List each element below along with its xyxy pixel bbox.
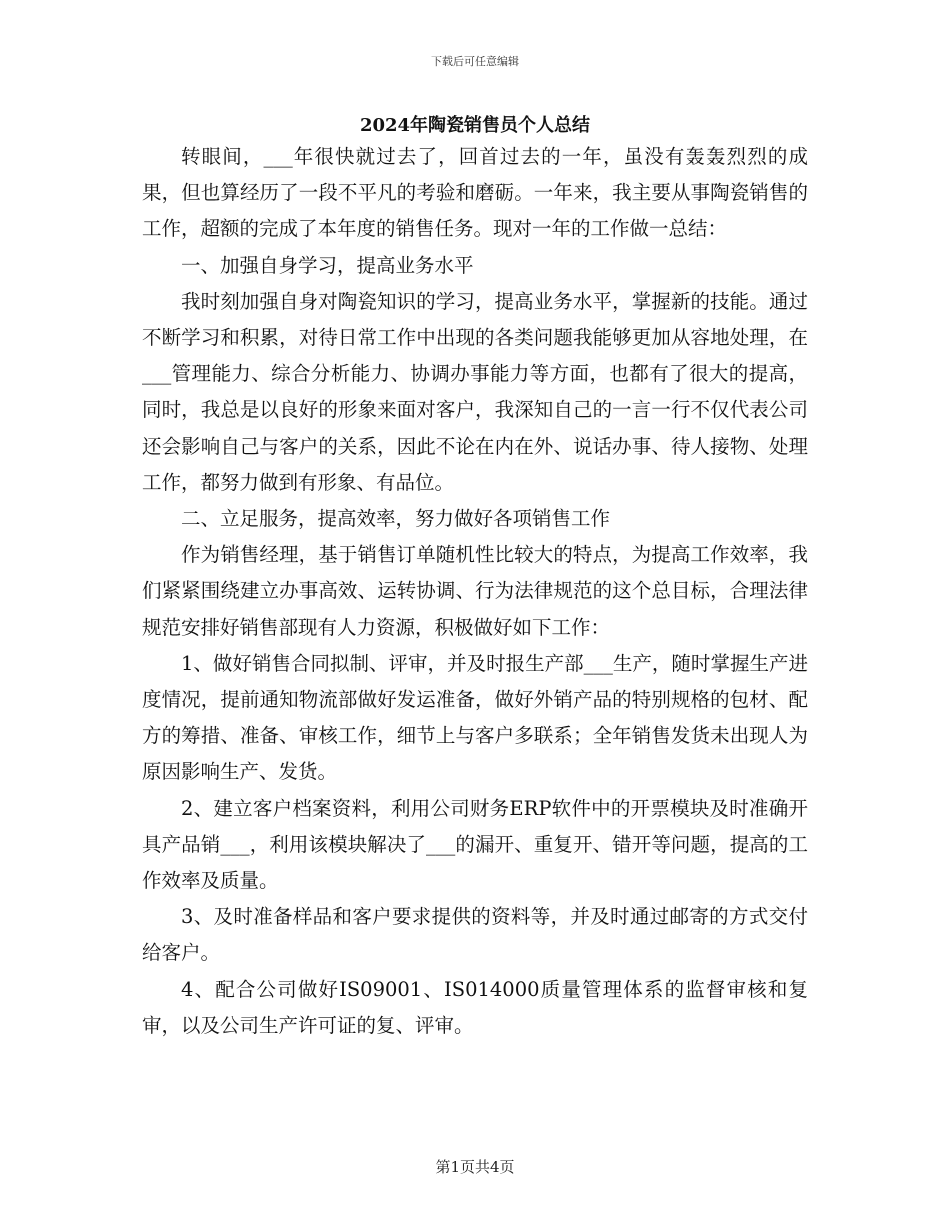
list-item-paragraph: 4、配合公司做好IS09001、IS014000质量管理体系的监督审核和复审，以及公司生产许可证的复、评审。 (142, 977, 808, 1037)
list-item-paragraph: 1、做好销售合同拟制、评审，并及时报生产部___生产，随时掌握生产进度情况，提前通知物流部做好发运准备，做好外销产品的特别规格的包材、配方的筹措、准备、审核工作，细节上与客户多联系；全年销售发货未出现人为原因影响生产、发货。 (142, 651, 808, 784)
page-number: 第1页共4页 (435, 1158, 515, 1176)
section-heading-2: 二、立足服务，提高效率，努力做好各项销售工作 (181, 507, 611, 531)
intro-paragraph: 转眼间，___年很快就过去了，回首过去的一年，虽没有轰轰烈烈的成果，但也算经历了一段不平凡的考验和磨砺。一年来，我主要从事陶瓷销售的工作，超额的完成了本年度的销售任务。现对一年的工作做一总结： (142, 145, 808, 241)
section-heading-1: 一、加强自身学习，提高业务水平 (181, 253, 474, 277)
document-body (142, 139, 808, 1044)
list-item-paragraph: 2、建立客户档案资料，利用公司财务ERP软件中的开票模块及时准确开具产品销___，利用该模块解决了___的漏开、重复开、错开等问题，提高的工作效率及质量。 (142, 796, 808, 893)
document-title: 2024年陶瓷销售员个人总结 (359, 115, 591, 136)
body-paragraph: 作为销售经理，基于销售订单随机性比较大的特点，为提高工作效率，我们紧紧围绕建立办事高效、运转协调、行为法律规范的这个总目标，合理法律规范安排好销售部现有人力资源，积极做好如下工作： (142, 543, 808, 639)
page-header-note: 下载后可任意编辑 (431, 55, 519, 68)
list-item-paragraph: 3、及时准备样品和客户要求提供的资料等，并及时通过邮寄的方式交付给客户。 (142, 905, 808, 965)
body-paragraph: 我时刻加强自身对陶瓷知识的学习，提高业务水平，掌握新的技能。通过不断学习和积累，对待日常工作中出现的各类问题我能够更加从容地处理，在___管理能力、综合分析能力、协调办事能力等方面，也都有了很大的提高，同时，我总是以良好的形象来面对客户，我深知自己的一言一行不仅代表公司还会影响自己与客户的关系，因此不论在内在外、说话办事、待人接物、处理工作，都努力做到有形象、有品位。 (142, 289, 808, 494)
